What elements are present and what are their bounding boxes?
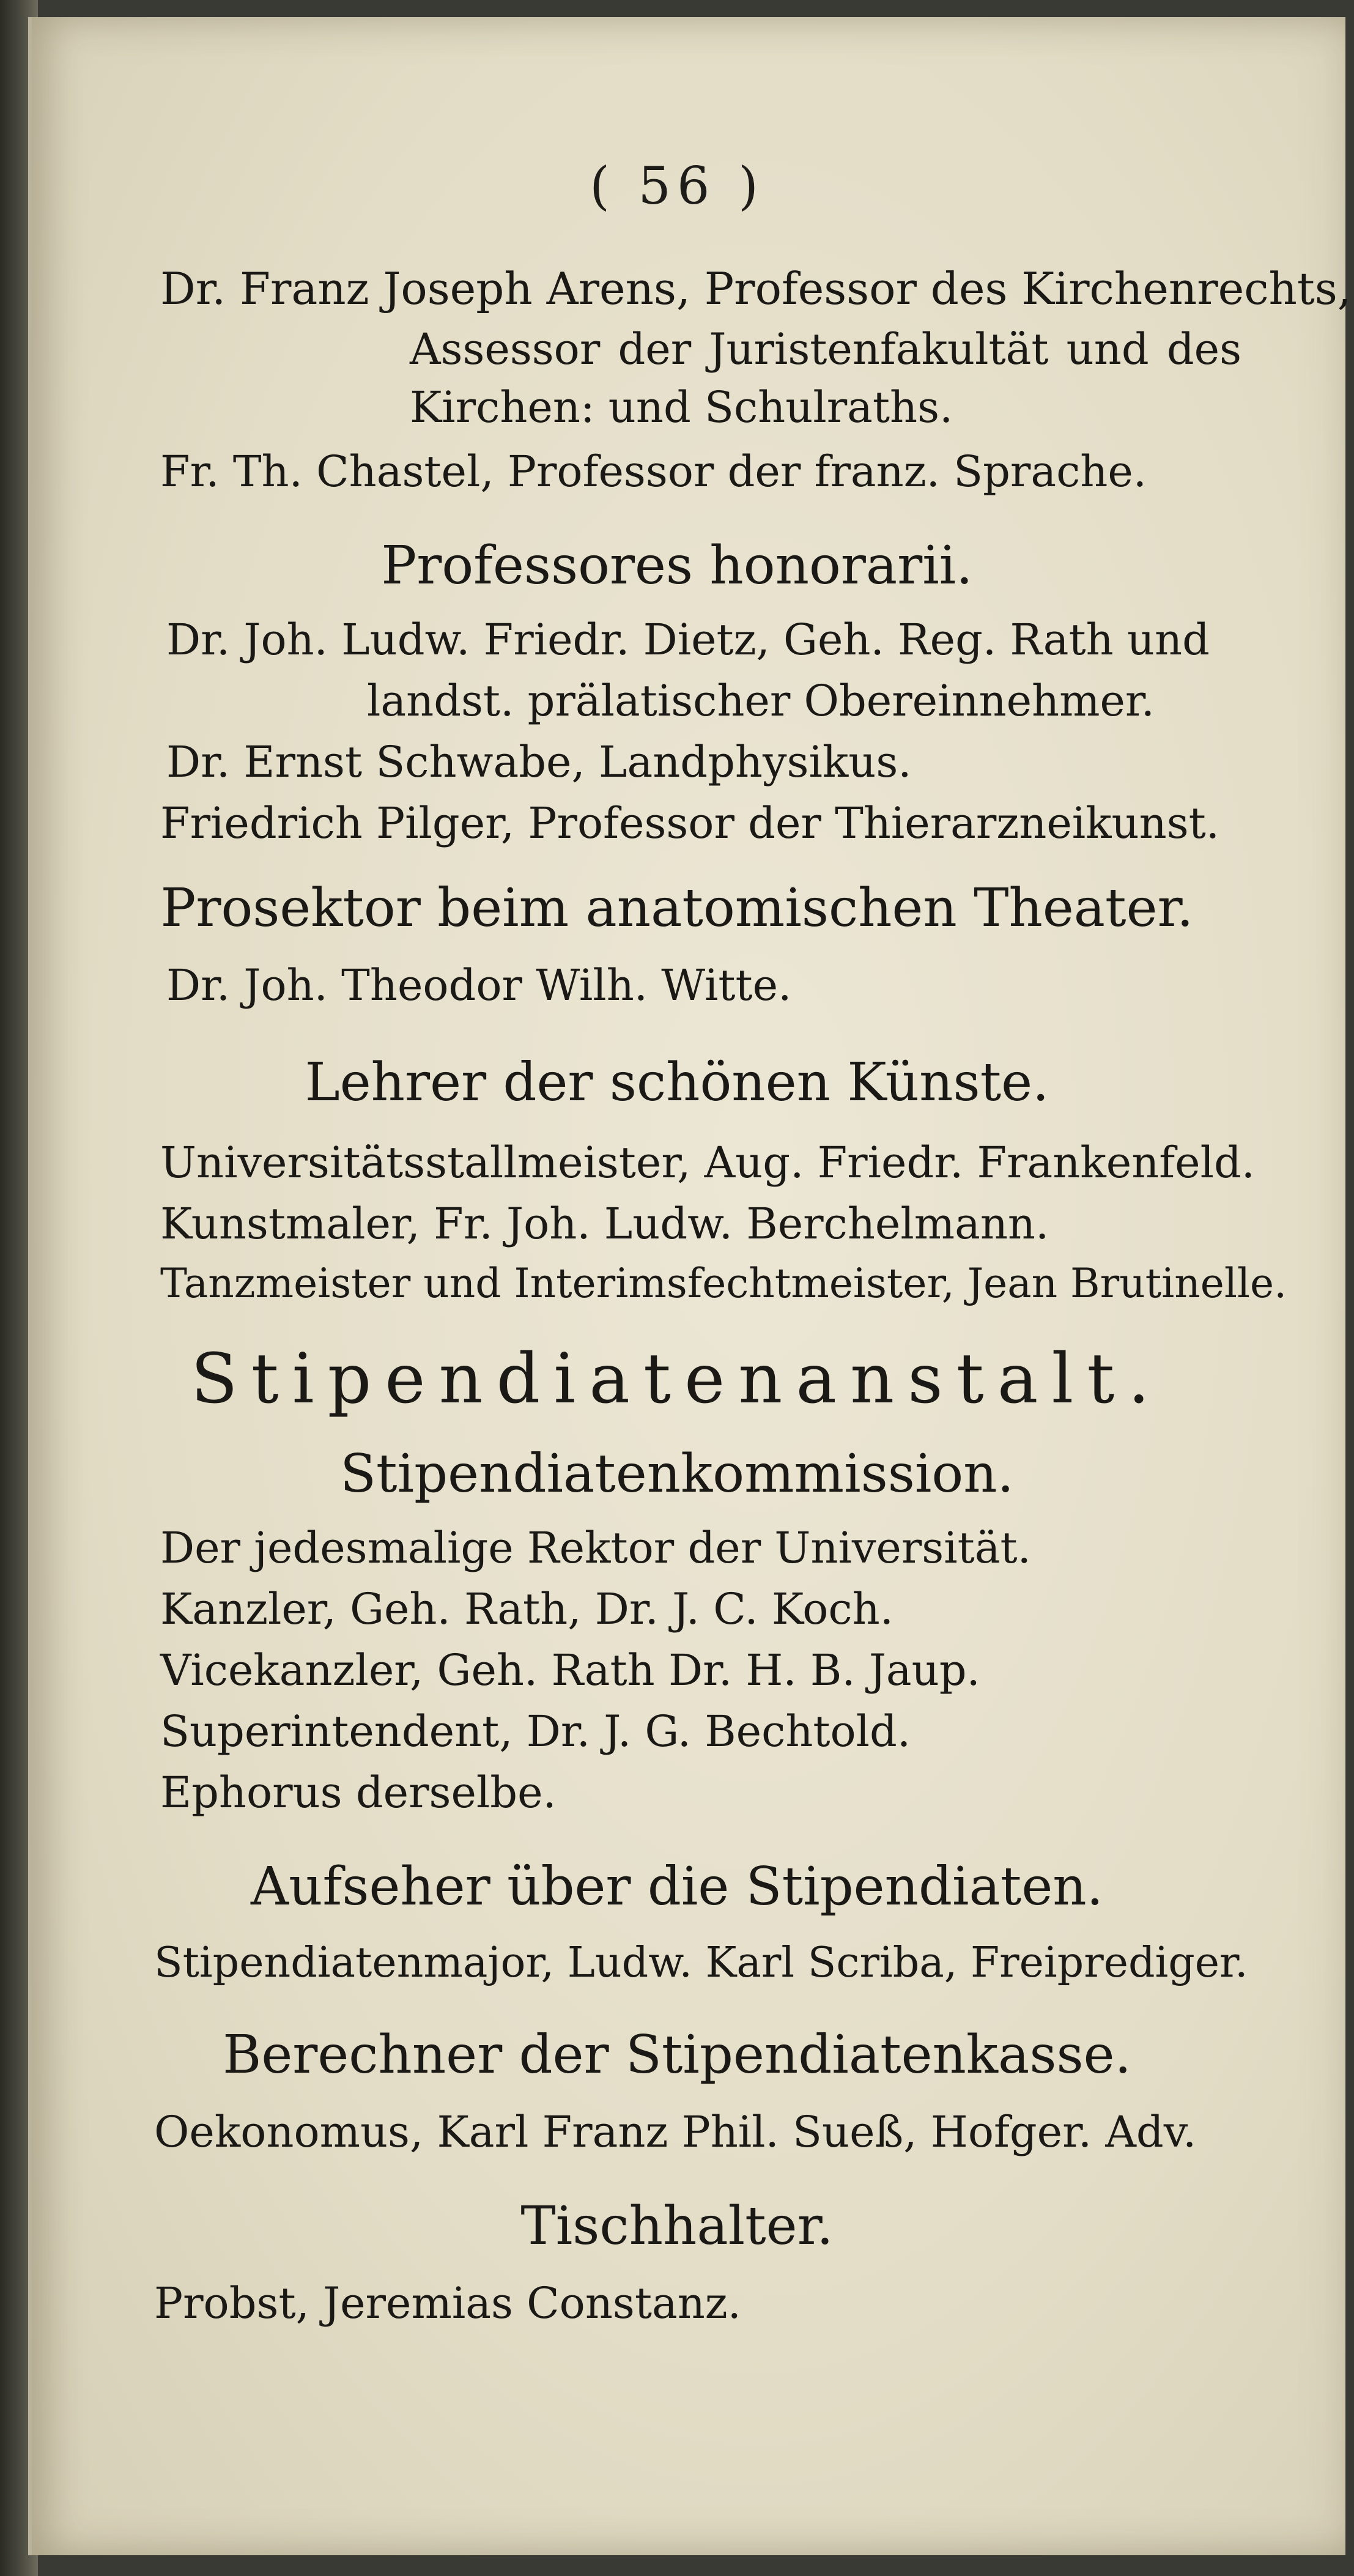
heading-prosektor: Prosektor beim anatomischen Theater. — [160, 878, 1194, 939]
heading-stipendiatenanstalt: Stipendiatenanstalt. — [191, 1339, 1163, 1419]
heading-schoene-kuenste: Lehrer der schönen Künste. — [305, 1052, 1049, 1113]
entry-scriba: Stipendiatenmajor, Ludw. Karl Scriba, Freiprediger. — [154, 1939, 1248, 1987]
entry-brutinelle: Tanzmeister und Interimsfechtmeister, Jean Brutinelle. — [160, 1260, 1287, 1307]
entry-schwabe: Dr. Ernst Schwabe, Landphysikus. — [166, 737, 912, 787]
entry-arens: Dr. Franz Joseph Arens, Professor des Kirchenrechts, — [160, 263, 1352, 314]
heading-stipendiatenkommission: Stipendiatenkommission. — [340, 1443, 1014, 1505]
entry-vicekanzler: Vicekanzler, Geh. Rath Dr. H. B. Jaup. — [160, 1645, 980, 1695]
page-number: ( 56 ) — [590, 156, 764, 216]
entry-arens-cont-1: Assessor der Juristenfakultät und des — [410, 324, 1241, 374]
entry-dietz: Dr. Joh. Ludw. Friedr. Dietz, Geh. Reg. Rath und — [166, 615, 1210, 665]
entry-suess: Oekonomus, Karl Franz Phil. Sueß, Hofger. Adv. — [154, 2107, 1197, 2157]
entry-ephorus: Ephorus derselbe. — [160, 1767, 557, 1818]
heading-aufseher: Aufseher über die Stipendiaten. — [251, 1856, 1103, 1917]
entry-kanzler: Kanzler, Geh. Rath, Dr. J. C. Koch. — [160, 1584, 893, 1634]
heading-tischhalter: Tischhalter. — [520, 2196, 834, 2257]
heading-professores-honorarii: Professores honorarii. — [381, 535, 973, 596]
entry-dietz-cont: landst. prälatischer Obereinnehmer. — [367, 676, 1155, 726]
entry-arens-cont-2: Kirchen: und Schulraths. — [410, 382, 953, 432]
entry-rektor: Der jedesmalige Rektor der Universität. — [160, 1523, 1031, 1573]
entry-pilger: Friedrich Pilger, Professor der Thierarzneikunst. — [160, 798, 1220, 848]
entry-berchelmann: Kunstmaler, Fr. Joh. Ludw. Berchelmann. — [160, 1199, 1049, 1249]
entry-probst: Probst, Jeremias Constanz. — [154, 2278, 741, 2328]
heading-berechner: Berechner der Stipendiatenkasse. — [223, 2024, 1131, 2086]
entry-witte: Dr. Joh. Theodor Wilh. Witte. — [166, 960, 792, 1010]
entry-superintendent: Superintendent, Dr. J. G. Bechtold. — [160, 1706, 911, 1756]
entry-frankenfeld: Universitätsstallmeister, Aug. Friedr. Frankenfeld. — [160, 1138, 1256, 1188]
entry-chastel: Fr. Th. Chastel, Professor der franz. Sprache. — [160, 446, 1147, 497]
